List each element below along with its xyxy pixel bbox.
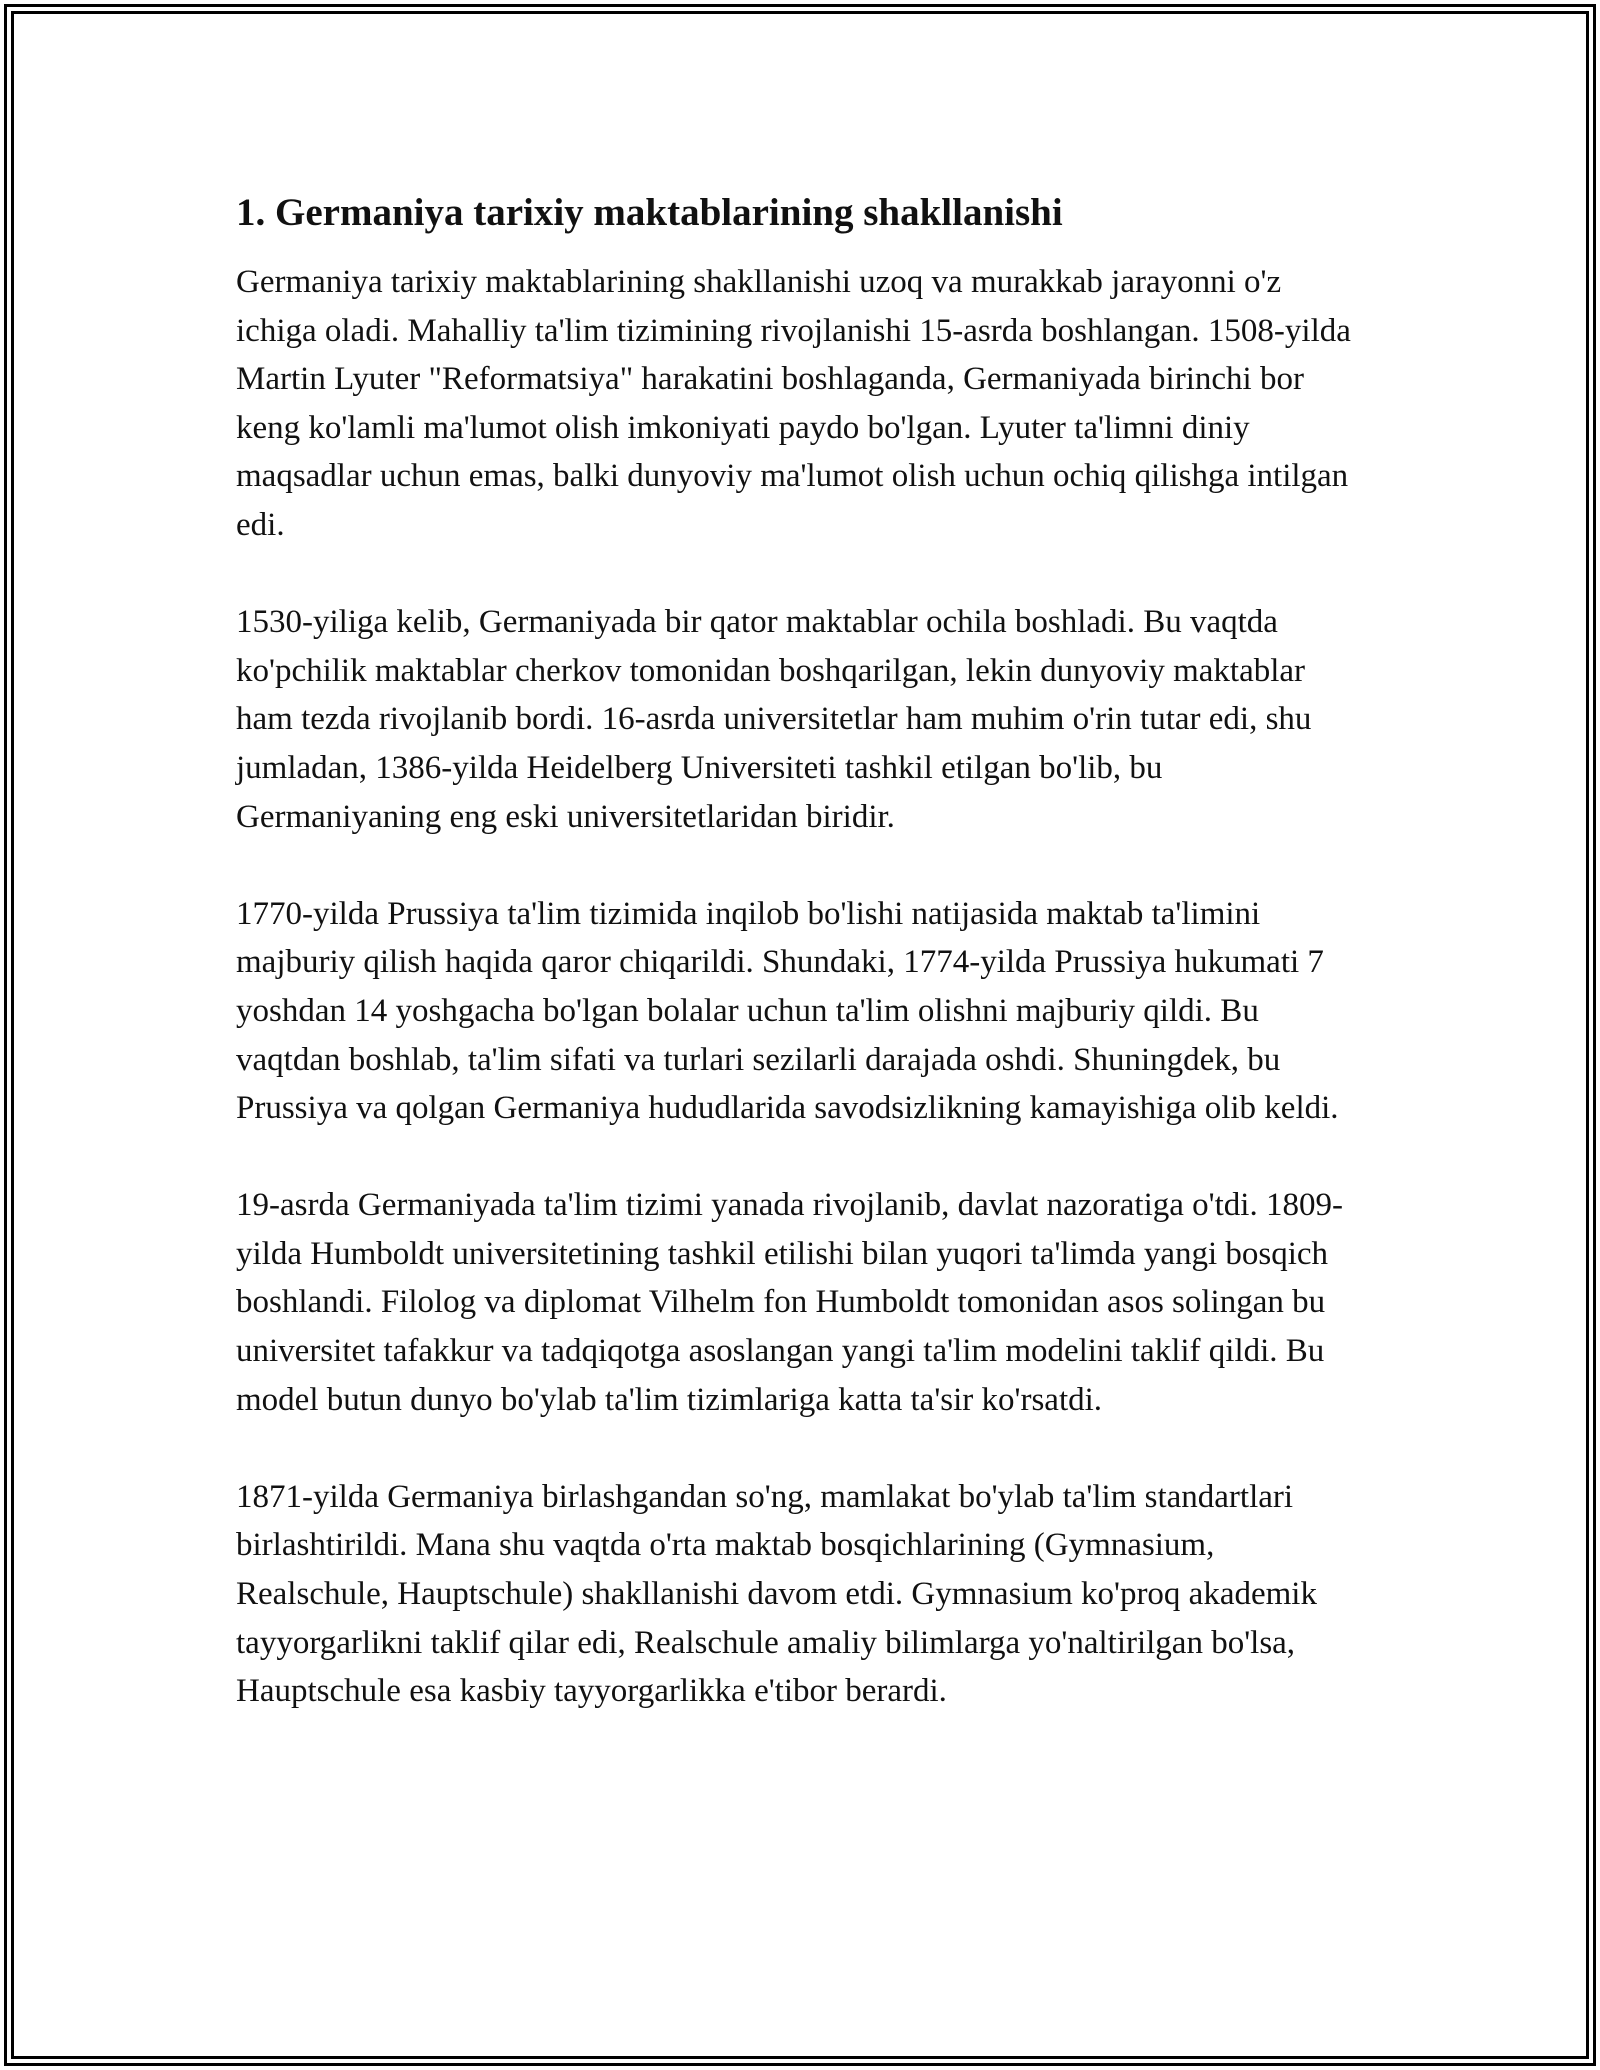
paragraph-2: 1530-yiliga kelib, Germaniyada bir qator maktablar ochila boshladi. Bu vaqtda ko'pchilik maktablar cherkov tomonidan boshqarilgan, lekin dunyoviy maktablar ham tezda rivojlanib bordi. 16-asrda universitetlar ham muhim o'rin tutar edi, shu jumladan, 1386-yilda Heidelberg Universiteti tashkil etilgan bo'lib, bu Germaniyaning eng eski universitetlaridan biridir. — [236, 604, 1312, 835]
paragraph-5: 1871-yilda Germaniya birlashgandan so'ng, mamlakat bo'ylab ta'lim standartlari birlashtirildi. Mana shu vaqtda o'rta maktab bosqichlarining (Gymnasium, Realschule, Hauptschule) shakllanishi davom etdi. Gymnasium ko'proq akademik tayyorgarlikni taklif qilar edi, Realschule amaliy bilimlarga yo'naltirilgan bo'lsa, Hauptschule esa kasbiy tayyorgarlikka e'tibor berardi. — [236, 1478, 1317, 1710]
paragraph-3: 1770-yilda Prussiya ta'lim tizimida inqilob bo'lishi natijasida maktab ta'limini majburiy qilish haqida qaror chiqarildi. Shundaki, 1774-yilda Prussiya hukumati 7 yoshdan 14 yoshgacha bo'lgan bolalar uchun ta'lim olishni majburiy qildi. Bu vaqtdan boshlab, ta'lim sifati va turlari sezilarli darajada oshdi. Shuningdek, bu Prussiya va qolgan Germaniya hududlarida savodsizlikning kamayishiga olib keldi. — [236, 895, 1339, 1127]
section-heading: 1. Germaniya tarixiy maktablarining shakllanishi — [236, 191, 1063, 234]
paragraph-4: 19-asrda Germaniyada ta'lim tizimi yanada rivojlanib, davlat nazoratiga o'tdi. 1809-yilda Humboldt universitetining tashkil etilishi bilan yuqori ta'limda yangi bosqich boshlandi. Filolog va diplomat Vilhelm fon Humboldt tomonidan asos solingan bu universitet tafakkur va tadqiqotga asoslangan yangi ta'lim modelini taklif qildi. Bu model butun dunyo bo'ylab ta'lim tizimlariga katta ta'sir ko'rsatdi. — [236, 1187, 1343, 1418]
document-body — [236, 188, 1366, 1716]
paragraph-1: Germaniya tarixiy maktablarining shakllanishi uzoq va murakkab jarayonni o'z ichiga oladi. Mahalliy ta'lim tizimining rivojlanishi 15-asrda boshlangan. 1508-yilda Martin Lyuter "Reformatsiya" harakatini boshlaganda, Germaniyada birinchi bor keng ko'lamli ma'lumot olish imkoniyati paydo bo'lgan. Lyuter ta'limni diniy maqsadlar uchun emas, balki dunyoviy ma'lumot olish uchun ochiq qilishga intilgan edi. — [236, 264, 1351, 543]
